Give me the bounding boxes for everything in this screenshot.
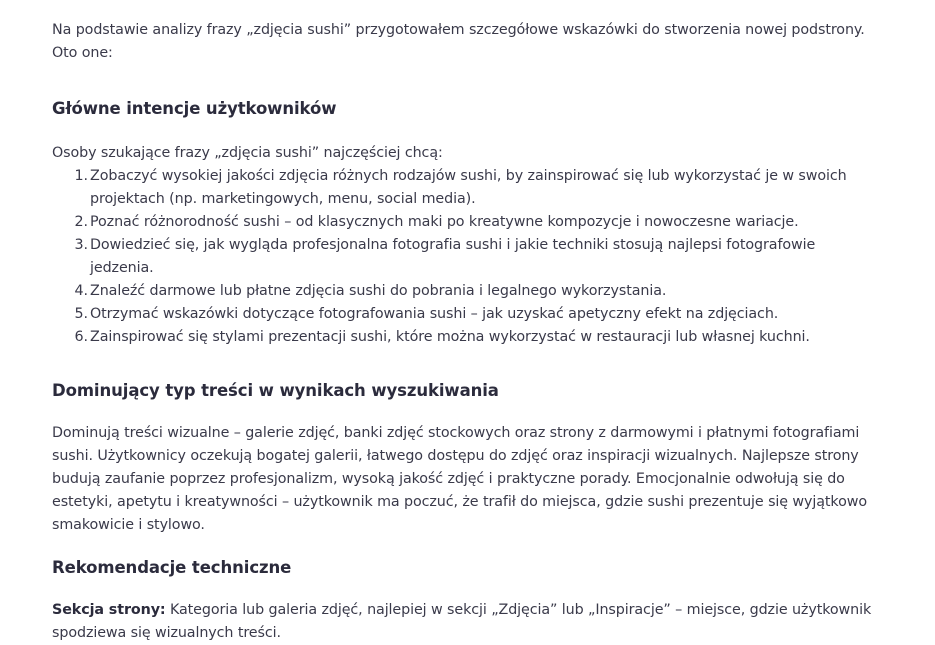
section-text: Kategoria lub galeria zdjęć, najlepiej w sekcji „Zdjęcia” lub „Inspiracje” – miejsce, gdzie użytkownik spodziewa się wizualnych treści. bbox=[52, 602, 872, 641]
list-item bbox=[52, 165, 882, 211]
list-item-text: Otrzymać wskazówki dotyczące fotografowania sushi – jak uzyskać apetyczny efekt na zdjęciach. bbox=[90, 306, 779, 322]
section-recommendation-paragraph bbox=[52, 599, 882, 645]
list-item-number: 5. bbox=[74, 306, 88, 322]
list-item bbox=[52, 211, 882, 234]
heading-user-intents: Główne intencje użytkowników bbox=[52, 99, 337, 118]
list-item bbox=[52, 234, 882, 280]
content-type-paragraph: Dominują treści wizualne – galerie zdjęć, banki zdjęć stockowych oraz strony z darmowymi i płatnymi fotografiami sushi. Użytkownicy oczekują bogatej galerii, łatwego dostępu do zdjęć oraz inspiracji wizualnych. Najlepsze strony budują zaufanie poprzez profesjonalizm, wysoką jakość zdjęć i praktyczne porady. Emocjonalnie odwołują się do estetyki, apetytu i kreatywności – użytkownik ma poczuć, że trafił do miejsca, gdzie sushi prezentuje się wyjątkowo smakowicie i stylowo. bbox=[52, 425, 867, 533]
intents-list bbox=[52, 165, 882, 349]
list-item-text: Dowiedzieć się, jak wygląda profesjonalna fotografia sushi i jakie techniki stosują najlepsi fotografowie jedzenia. bbox=[90, 237, 816, 276]
heading-content-type: Dominujący typ treści w wynikach wyszukiwania bbox=[52, 381, 499, 400]
list-item-number: 3. bbox=[74, 237, 88, 253]
list-item-number: 1. bbox=[74, 168, 88, 184]
list-item bbox=[52, 326, 882, 349]
list-item-text: Poznać różnorodność sushi – od klasycznych maki po kreatywne kompozycje i nowoczesne wariacje. bbox=[90, 214, 799, 230]
list-item-number: 4. bbox=[74, 283, 88, 299]
intents-lead: Osoby szukające frazy „zdjęcia sushi” najczęściej chcą: bbox=[52, 145, 443, 161]
list-item-text: Znaleźć darmowe lub płatne zdjęcia sushi do pobrania i legalnego wykorzystania. bbox=[90, 283, 667, 299]
list-item-text: Zobaczyć wysokiej jakości zdjęcia różnych rodzajów sushi, by zainspirować się lub wykorzystać je w swoich projektach (np. marketingowych, menu, social media). bbox=[90, 168, 847, 207]
list-item bbox=[52, 303, 882, 326]
list-item bbox=[52, 280, 882, 303]
list-item-text: Zainspirować się stylami prezentacji sushi, które można wykorzystać w restauracji lub własnej kuchni. bbox=[90, 329, 810, 345]
list-item-number: 6. bbox=[74, 329, 88, 345]
section-label: Sekcja strony: bbox=[52, 602, 166, 618]
heading-technical-recommendations: Rekomendacje techniczne bbox=[52, 558, 292, 577]
list-item-number: 2. bbox=[74, 214, 88, 230]
intro-paragraph: Na podstawie analizy frazy „zdjęcia sushi” przygotowałem szczegółowe wskazówki do stworzenia nowej podstrony. Oto one: bbox=[52, 22, 865, 61]
